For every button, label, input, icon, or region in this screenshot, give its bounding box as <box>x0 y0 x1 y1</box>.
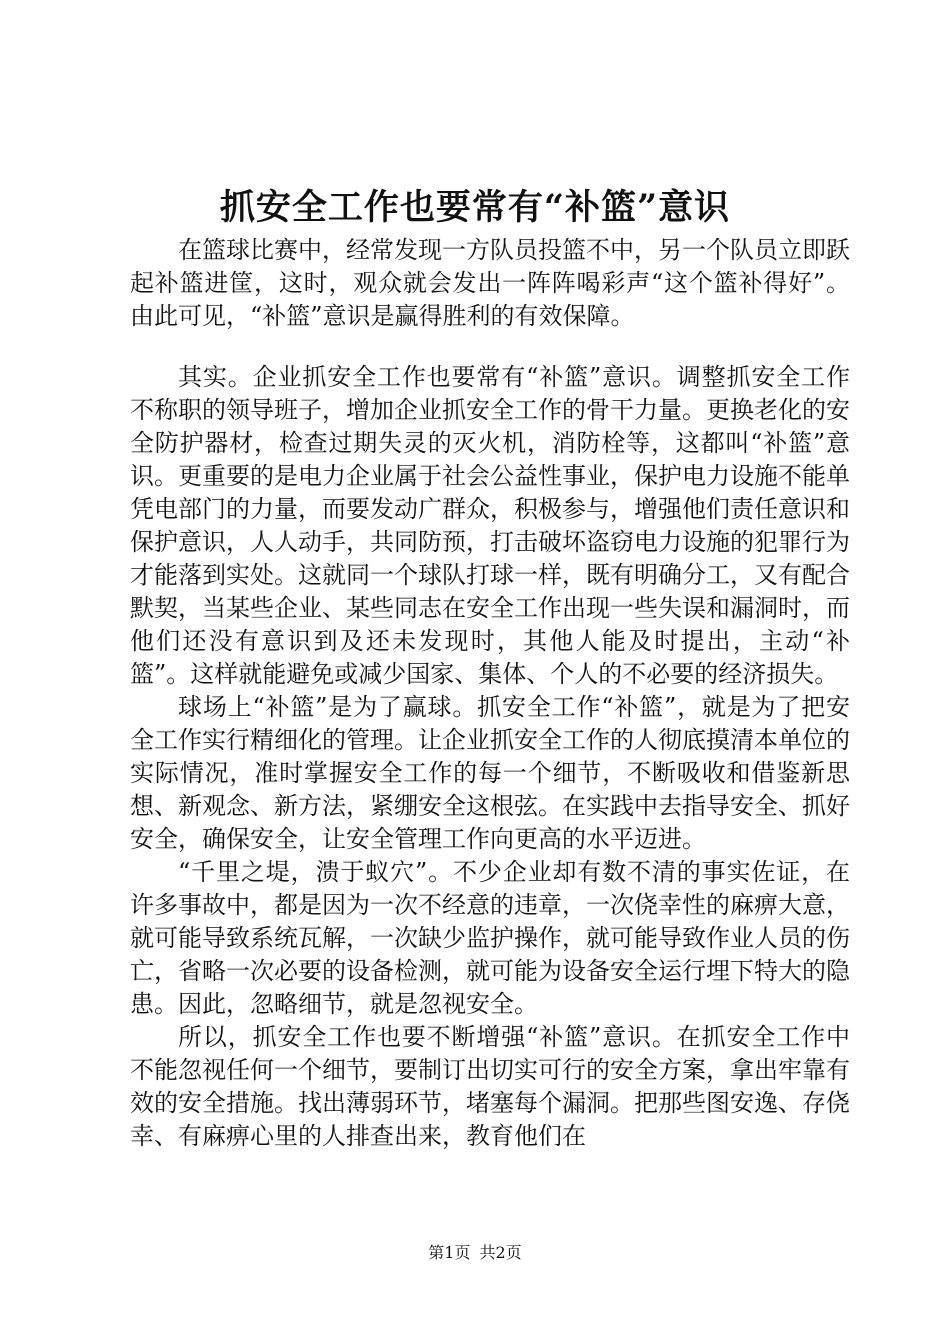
document-title: 抓安全工作也要常有“补篮”意识 <box>219 187 731 228</box>
paragraph-5: 所以，抓安全工作也要不断增强“补篮”意识。在抓安全工作中不能忽视任何一个细节，要制订出切实可行的安全方案，拿出牢靠有效的安全措施。找出薄弱环节，堵塞每个漏洞。把那些图安逸、存侥幸、有麻痹心里的人排查出来，教育他们在 <box>130 1023 850 1150</box>
document-body <box>130 234 850 1153</box>
paragraph-2: 其实。企业抓安全工作也要常有“补篮”意识。调整抓安全工作不称职的领导班子，增加企业抓安全工作的骨干力量。更换老化的安全防护器材，检查过期失灵的灭火机，消防栓等，这都叫“补篮”意识。更重要的是电力企业属于社会公益性事业，保护电力设施不能单凭电部门的力量，而要发动广群众，积极参与，增强他们责任意识和保护意识，人人动手，共同防预，打击破坏盗窃电力设施的犯罪行为才能落到实处。这就同一个球队打球一样，既有明确分工，又有配合默契，当某些企业、某些同志在安全工作出现一些失误和漏洞时，而他们还没有意识到及还未发现时，其他人能及时提出，主动“补篮”。这样就能避免或减少国家、集体、个人的不必要的经济损失。 <box>130 363 850 688</box>
paragraph-4: “千里之堤，溃于蚁穴”。不少企业却有数不清的事实佐证，在许多事故中，都是因为一次不经意的违章，一次侥幸性的麻痹大意，就可能导致系统瓦解，一次缺少监护操作，就可能导致作业人员的伤亡，省略一次必要的设备检测，就可能为设备安全运行埋下特大的隐患。因此，忽略细节，就是忽视安全。 <box>130 858 850 1018</box>
paragraph-3: 球场上“补篮”是为了赢球。抓安全工作“补篮”，就是为了把安全工作实行精细化的管理。让企业抓安全工作的人彻底摸清本单位的实际情况，准时掌握安全工作的每一个细节，不断吸收和借鉴新思想、新观念、新方法，紧绷安全这根弦。在实践中去指导安全、抓好安全，确保安全，让安全管理工作向更高的水平迈进。 <box>130 693 850 853</box>
page-number-footer: 第1页 共2页 <box>428 1243 522 1262</box>
paragraph-1: 在篮球比赛中，经常发现一方队员投篮不中，另一个队员立即跃起补篮进筐，这时，观众就会发出一阵阵喝彩声“这个篮补得好”。由此可见，“补篮”意识是赢得胜利的有效保障。 <box>130 236 850 330</box>
